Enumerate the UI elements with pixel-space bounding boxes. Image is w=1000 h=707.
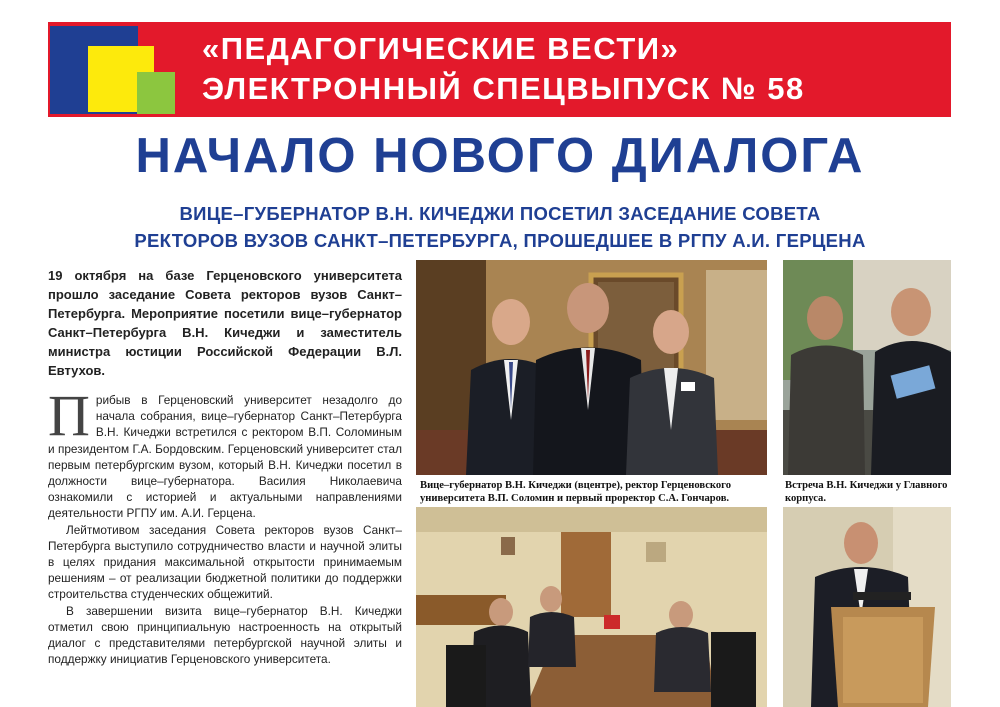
masthead-title: «ПЕДАГОГИЧЕСКИЕ ВЕСТИ»	[202, 31, 680, 66]
body-paragraph-2: Лейтмотивом заседания Совета ректоров вузов Санкт–Петербурга выступило сотрудничество власти и научной элиты в целях придания максимальной открытости принимаемым решениям – от реализации бюджетной политики до поддержки строительства студенческих общежитий.	[48, 522, 402, 602]
logo-green-square	[137, 72, 175, 114]
masthead-issue: ЭЛЕКТРОННЫЙ СПЕЦВЫПУСК № 58	[202, 71, 805, 106]
photo-conference-room	[416, 507, 767, 707]
article-body	[48, 383, 402, 667]
photo-officials-meeting	[416, 260, 767, 475]
photo-outdoor-greeting	[783, 260, 951, 475]
body-paragraph-3: В завершении визита вице–губернатор В.Н. Кичеджи отметил свою принципиальную настроенность на открытый диалог с представителями петербургской научной элиты и поддержку инициатив Герценовского университета.	[48, 603, 402, 667]
article-subhead-line2: РЕКТОРОВ ВУЗОВ САНКТ–ПЕТЕРБУРГА, ПРОШЕДШЕЕ В РГПУ А.И. ГЕРЦЕНА	[134, 230, 866, 251]
body-paragraph-1: Прибыв в Герценовский университет незадолго до начала собрания, вице–губернатор Санкт–Петербурга В.Н. Кичеджи встретился с ректором В.П. Соломиным и президентом Г.А. Бордовским. Герценовский университет стал первым петербургским вузом, который В.Н. Кичеджи посетил в должности вице–губернатора. Василия Николаевича ознакомили с историей и актуальными направлениями деятельности РГПУ им. А.И. Герцена.	[48, 383, 402, 521]
article-subhead-line1: ВИЦЕ–ГУБЕРНАТОР В.Н. КИЧЕДЖИ ПОСЕТИЛ ЗАСЕДАНИЕ СОВЕТА	[179, 203, 821, 224]
article-lead: 19 октября на базе Герценовского университета прошло заседание Совета ректоров вузов Санкт–Петербурга. Мероприятие посетили вице–губернатор Санкт–Петербурга В.Н. Кичеджи и заместитель министра юстиции Российской Федерации В.Л. Евтухов.	[48, 268, 402, 378]
drop-cap: П	[48, 383, 90, 448]
photo-speaker-podium	[783, 507, 951, 707]
photo1-caption: Вице–губернатор В.Н. Кичеджи (вцентре), ректор Герценовского университета В.П. Соломин и первый проректор С.А. Гончаров.	[420, 480, 732, 504]
photo2-caption: Встреча В.Н. Кичеджи у Главного корпуса.	[785, 480, 948, 504]
article-headline: НАЧАЛО НОВОГО ДИАЛОГА	[135, 129, 865, 183]
